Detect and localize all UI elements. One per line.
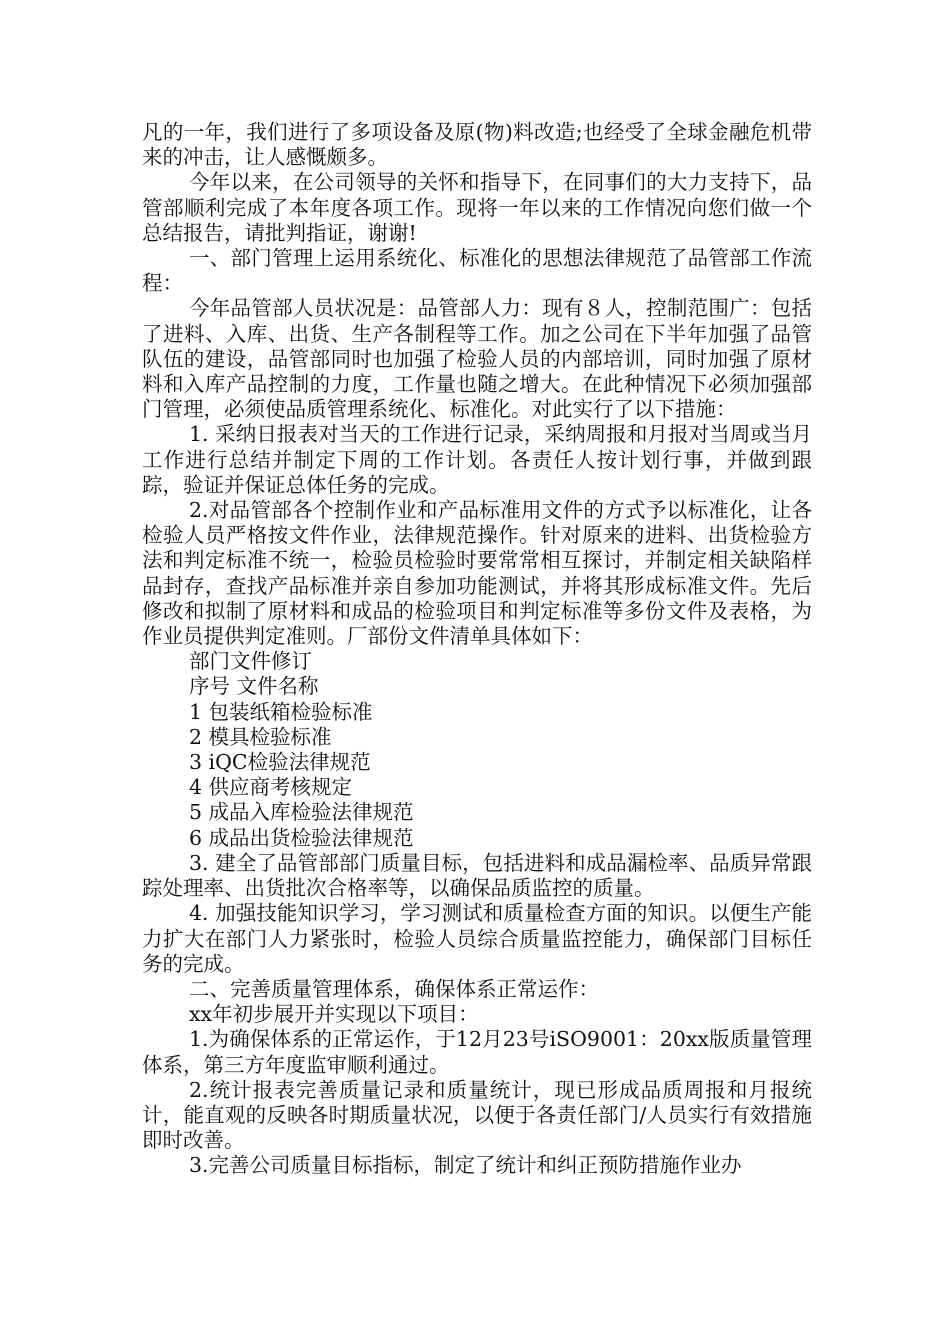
document-body — [142, 120, 812, 1179]
list-item: 4 供应商考核规定 — [189, 775, 353, 800]
paragraph: 1. 采纳日报表对当天的工作进行记录，采纳周报和月报对当周或当月工作进行总结并制定下周的工作计划。各责任人按计划行事，并做到跟踪，验证并保证总体任务的完成。 — [142, 422, 812, 497]
list-item: 5 成品入库检验法律规范 — [189, 800, 414, 825]
paragraph: 2.对品管部各个控制作业和产品标准用文件的方式予以标准化，让各检验人员严格按文件作业，法律规范操作。针对原来的进料、出货检验方法和判定标准不统一，检验员检验时要常常相互探讨，并制定相关缺陷样品封存，查找产品标准并亲自参加功能测试，并将其形成标准文件。先后修改和拟制了原材料和成品的检验项目和判定标准等多份文件及表格，为作业员提供判定准则。厂部份文件清单具体如下： — [142, 498, 812, 649]
section-heading: 一、部门管理上运用系统化、标准化的思想法律规范了品管部工作流程： — [142, 246, 812, 296]
paragraph: 1.为确保体系的正常运作，于12月23号iSO9001：20xx版质量管理体系，第三方年度监审顺利通过。 — [142, 1027, 812, 1077]
section-heading: 二、完善质量管理体系，确保体系正常运作： — [189, 976, 599, 1001]
list-title: 部门文件修订 — [189, 649, 312, 674]
list-item: 3 iQC检验法律规范 — [189, 750, 371, 775]
paragraph: 3. 建全了品管部部门质量目标，包括进料和成品漏检率、品质异常跟踪处理率、出货批次合格率等，以确保品质监控的质量。 — [142, 850, 812, 901]
list-item: 2 模具检验标准 — [189, 724, 332, 749]
paragraph: 3.完善公司质量目标指标，制定了统计和纠正预防措施作业办 — [189, 1153, 742, 1178]
paragraph: 今年以来，在公司领导的关怀和指导下，在同事们的大力支持下，品管部顺利完成了本年度各项工作。现将一年以来的工作情况向您们做一个总结报告，请批判指证，谢谢! — [142, 170, 812, 245]
list-item: 6 成品出货检验法律规范 — [189, 825, 414, 850]
paragraph: 4. 加强技能知识学习，学习测试和质量检查方面的知识。以便生产能力扩大在部门人力紧张时，检验人员综合质量监控能力，确保部门目标任务的完成。 — [142, 901, 812, 976]
list-header: 序号 文件名称 — [189, 674, 319, 699]
paragraph: 今年品管部人员状况是：品管部人力：现有８人，控制范围广：包括了进料、入库、出货、生产各制程等工作。加之公司在下半年加强了品管队伍的建设，品管部同时也加强了检验人员的内部培训，同时加强了原材料和入库产品控制的力度，工作量也随之增大。在此种情况下必须加强部门管理，必须使品质管理系统化、标准化。对此实行了以下措施： — [142, 296, 812, 422]
paragraph: 凡的一年，我们进行了多项设备及原(物)料改造;也经受了全球金融危机带来的冲击，让人感慨颇多。 — [142, 120, 812, 170]
paragraph: 2.统计报表完善质量记录和质量统计，现已形成品质周报和月报统计，能直观的反映各时期质量状况，以便于各责任部门/人员实行有效措施即时改善。 — [142, 1077, 812, 1153]
paragraph: xx年初步展开并实现以下项目： — [189, 1002, 479, 1027]
list-item: 1 包装纸箱检验标准 — [189, 699, 373, 724]
